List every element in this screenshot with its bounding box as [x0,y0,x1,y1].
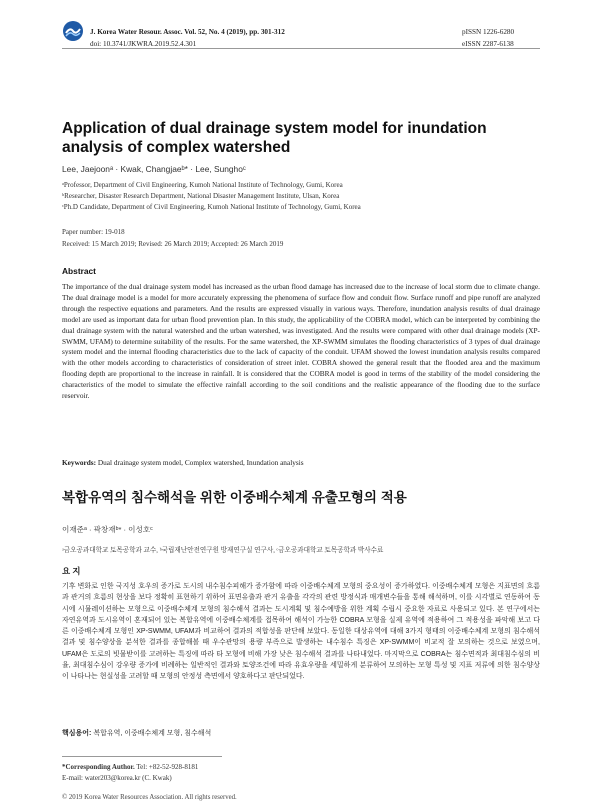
affiliation-a: ᵃProfessor, Department of Civil Engineering, Kumoh National Institute of Technology, Gumi, Korea [62,181,343,189]
korean-affiliations: ᵃ금오공과대학교 토목공학과 교수, ᵇ국립재난안전연구원 방재연구실 연구사, ᶜ금오공과대학교 토목공학과 박사수료 [62,547,384,554]
authors: Lee, Jaejoonᵃ · Kwak, Changjaeᵇ* · Lee, Sunghoᶜ [62,164,246,174]
paper-dates: Received: 15 March 2019; Revised: 26 March 2019; Accepted: 26 March 2019 [62,240,284,248]
doi: doi: 10.3741/JKWRA.2019.52.4.301 [90,40,197,48]
pissn: pISSN 1226-6280 [462,28,515,36]
abstract-text: The importance of the dual drainage system model has increased as the urban flood damage has increased due to the increase of local storm due to climate change. The dual drainage model is a model for more accurately expressing the phenomena of surface flow and conduit flow. Surface runoff and pipe runoff are analyzed through the respective equations and parameters. And the results are expressed visually in various ways. Therefore, inundation analysis results of dual drainage model are used as important data for urban flood prevention plan. In this study, the applicability of the COBRA model, which can be interpreted by combining the dual drainage system with the natural watershed and the urban watershed, was investigated. And the results were compared with other dual drainage models (XP-SWMM, UFAM) to determine suitability of the results. For the same watershed, the XP-SWMM simulates the flooding characteristics of 3 types of dual drainage system model and the internal flooding characteristics due to the lack of capacity of the conduit. UFAM showed the lowest inundation analysis results compared with the other models according to characteristics of consideration of street inlet. COBRA showed the general result that the flooded area and the maximum flooding depth are proportional to the increase in rainfall. It is considered that the COBRA model is good in terms of the stability of the model considering the characteristics of the model to simulate the effective rainfall according to the soil conditions and the realistic appearance of the flooding due to the surface reservoir. [62,282,540,401]
journal-name: J. Korea Water Resour. Assoc. Vol. 52, No. 4 (2019), pp. 301-312 [90,28,285,36]
correspondence [62,762,198,784]
paper-title: Application of dual drainage system model for inundation analysis of complex watershed [62,120,487,156]
issn-block [462,26,540,50]
paper-number: Paper number: 19-018 [62,228,125,236]
affiliation-c: ᶜPh.D Candidate, Department of Civil Engineering, Kumoh National Institute of Technology, Gumi, Korea [62,203,361,211]
affiliation-b: ᵇResearcher, Disaster Research Department, National Disaster Management Institute, Ulsan, Korea [62,192,340,200]
korean-abstract-heading: 요 지 [62,566,81,576]
korean-keywords [62,728,540,738]
header-rule [62,48,540,49]
korean-title: 복합유역의 침수해석을 위한 이중배수체계 유출모형의 적용 [62,490,407,505]
abstract-heading: Abstract [62,266,96,276]
corresponding-email[interactable]: E-mail: water203@korea.kr (C. Kwak) [62,774,172,782]
korean-abstract-text: 기후 변화로 인한 국지성 호우의 증가로 도시의 내수침수피해가 증가함에 따라 이중배수체계 모형의 중요성이 증가하였다. 이중배수체계 모형은 지표면의 흐름과 관거의 흐름의 현상을 보다 정확히 표현하기 위하여 표면유출과 관거 유출을 각각의 관련 방정식과 매개변수들을 통해 해석하며, 이를 시각별로 연동하여 동시에 시뮬레이션하는 모형으로 이중배수체계 모형의 침수해석 결과는 도시계획 및 침수예방을 위한 계획 수립시 중요한 자료로 사용되고 있다. 본 연구에서는 자연유역과 도시유역이 혼재되어 있는 복합유역에 이중배수체계를 접목하여 해석이 가능한 COBRA 모형을 실제 유역에 적용하여 그 적용성을 파악해 보고 다른 이중배수체계 모형인 XP-SWMM, UFAM과 비교하여 결과의 적합성을 판단해 보았다. 동일한 대상유역에 대해 3가지 형태의 이중배수체계 모형의 침수해석 결과 및 침수양상을 분석한 결과를 종합해볼 때 우수관망의 용량 부족으로 발생하는 내수침수 특징은 XP-SWMM이 비교적 잘 모의하는 것으로 보였으며, UFAM은 도로의 빗물받이를 고려하는 특징에 따라 타 모형에 비해 가장 낮은 침수해석 결과를 나타내었다. 마지막으로 COBRA는 침수면적과 최대침수심의 비율, 최대침수심이 강우량 증가에 비례하는 일반적인 결과와 토양조건에 따라 유효우량을 세밀하게 분류하여 모의하는 모형 특성 및 지표 저류에 의한 침수양상이 나타나는 현실성을 고려할 때 모형의 안정성 측면에서 양호하다고 판단되었다. [62,583,540,681]
eissn: eISSN 2287-6138 [462,40,514,48]
copyright: © 2019 Korea Water Resources Association. All rights reserved. [62,794,237,801]
journal-citation [90,26,285,50]
korean-keywords-label: 핵심용어: [62,730,92,737]
keywords-label: Keywords: [62,458,97,467]
korean-keywords-list: 복합유역, 이중배수체계 모형, 침수해석 [91,730,212,737]
journal-logo [62,20,84,42]
keywords [62,458,540,467]
footnote-rule [62,756,222,757]
corresponding-label: *Corresponding Author. [62,763,135,771]
keywords-list: Dual drainage system model, Complex watershed, Inundation analysis [96,458,304,467]
korean-authors: 이재준ᵃ · 곽창재ᵇ* · 이성호ᶜ [62,525,153,534]
corresponding-tel: Tel: +82-52-928-8181 [134,763,199,771]
